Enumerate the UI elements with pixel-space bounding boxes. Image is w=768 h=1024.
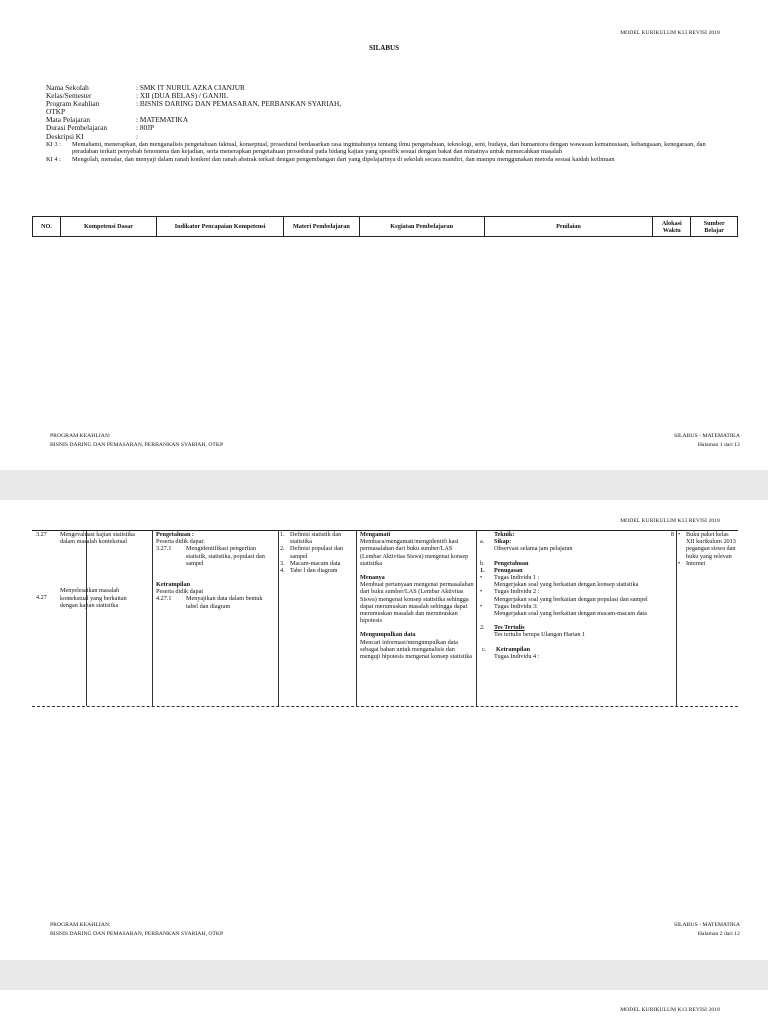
header-kegiatan: Kegiatan Pembelajaran	[359, 217, 484, 237]
col-kegiatan: Mengamati Membaca/mengamati/mengidentifi kasi permasalahan dari buku sumber/LAS (Lembar Aktivitas Siswa) mengenai konsep statistika Menanya Membuat pertanyaan mengenai permasalahan dari buku sumber/LAS (Lembar Aktivitas Siswa) mengenai konsep statistika sehingga dapat merumuskan masalah sehingga dapat merumuskan masalah dan merumuskan hipotesis Mengumpulkan data Mencari informasi/mengumpulkan data sebagai bahan untuk menganalisis dan menguji hipotesis mengenai konsep statistika	[360, 531, 474, 661]
syllabus-table-header	[32, 216, 738, 237]
col-kompetensi-dasar: Mengevaluasi kajian statistika dalam masalah kontekstual Menyelesaikan masalah kontekstual yang berkaitan dengan kajian statistika	[60, 531, 135, 609]
info-row: Program Keahlian : BISNIS DARING DAN PEMASARAN, PERBANKAN SYARIAH,	[46, 99, 342, 109]
info-row: Deskripsi KI :	[46, 131, 139, 141]
page-title: SILABUS	[369, 44, 399, 52]
curriculum-model-label: MODEL KURIKULUM K13 REVISI 2018	[620, 1007, 720, 1013]
info-row: OTKP	[46, 107, 66, 117]
page-gap	[0, 960, 768, 990]
col-penilaian: Teknik: a. Sikap: Observasi selama jam pelajaran b. Pengetahuan 1. Penugasan • Tugas Individu 1 : Mengerjakan soal yang berkaitan dengan konsep statistika • Tugas Individu 2 : Mengerjakan soal yang berkaitan dengan populasi dan sampel • Tugas Individu 3: Mengerjakan soal yang berkaitan dengan macam-macam data 2. Tes Tertulis Tes tertulis berupa Ulangan Harian 1 c. Ketrampilan Tugas Individu 4 :	[480, 531, 660, 706]
document-page-1	[0, 0, 768, 470]
page-footer-2: PROGRAM KEAHLIAN: BISNIS DARING DAN PEMASARAN, PERBANKAN SYARIAH, OTKP SILABUS - MATEMATIKA Halaman 2 dari 12	[50, 922, 740, 937]
list-item: 3. Macam-macam data	[280, 559, 341, 567]
page-footer-1: PROGRAM KEAHLIAN: BISNIS DARING DAN PEMASARAN, PERBANKAN SYARIAH, OTKP SILABUS - MATEMATIKA Halaman 1 dari 12	[50, 433, 740, 448]
list-item: 2. Definisi populasi dan sampel	[280, 545, 343, 560]
syllabus-table-row	[32, 530, 738, 707]
info-row: Durasi Pembelajaran : 80JP	[46, 123, 155, 133]
curriculum-model-label: MODEL KURIKULUM K13 REVISI 2018	[620, 518, 720, 524]
header-penilaian: Penilaian	[484, 217, 652, 237]
header-no: NO.	[33, 217, 61, 237]
list-item: • Tugas Individu 2 :	[480, 588, 540, 596]
info-row: Mata Pelajaran : MATEMATIKA	[46, 115, 189, 125]
list-item: 1. Definisi statistik dan statistika	[280, 531, 342, 546]
list-item: • Internet	[678, 559, 706, 567]
ki4-description: KI 4 : Mengolah, menalar, dan menyaji dalam ranah konkret dan ranah abstrak terkait dengan pengembangan dari yang dipelajarinya di sekolah secara mandiri, dan mampu menggunakan metoda sesuai kaidah keilmuan	[46, 155, 615, 163]
header-kompetensi-dasar: Kompetensi Dasar	[60, 217, 156, 237]
ki3-description: KI 3 : Memahami, menerapkan, dan menganalisis pengetahuan faktual, konseptual, prosedural berdasarkan rasa ingintahunya tentang ilmu pengetahuan, teknologi, seni, budaya, dan humaniora dengan wawasan kemanusiaan, kebangsaan, kenegaraan, dan peradaban terkait penyebab fenomena dan kejadian, serta menerapkan pengetahuan prosedural pada bidang kajian yang spesifik sesuai dengan bakat dan minatnya untuk memecahkan masalah	[46, 140, 706, 156]
col-sumber	[678, 531, 736, 706]
header-indikator: Indikator Pencapaian Kompetensi	[157, 217, 284, 237]
curriculum-model-label: MODEL KURIKULUM K13 REVISI 2018	[620, 30, 720, 36]
document-page-3	[0, 990, 768, 1024]
header-alokasi: Alokasi Waktu	[653, 217, 691, 237]
header-materi: Materi Pembelajaran	[284, 217, 359, 237]
header-sumber: Sumber Belajar	[691, 217, 738, 237]
col-indikator: Pengetahuan : Peserta didik dapat: 3.27.1 Mengidentifikasi pengertian statistik, statistika, populasi dan sampel Ketrampilan Peserta didik dapat 4.27.1 Menyajikan data dalam bentuk tabel dan diagram	[156, 531, 265, 610]
info-row: Kelas/Semester : XII (DUA BELAS) / GANJIL	[46, 91, 229, 101]
info-row: Nama Sekolah : SMK IT NURUL AZKA CIANJUR	[46, 83, 245, 92]
col-materi	[280, 531, 354, 706]
col-alokasi: 8	[670, 531, 674, 538]
page-gap	[0, 470, 768, 500]
school-info	[46, 84, 726, 163]
list-item: • Tugas Individu 3:	[480, 602, 538, 610]
list-item: 4. Tabe l dan diagram	[280, 567, 338, 575]
list-item: • Buku paket kelas XII kurikulum 2013 pegangan siswa dan buku yang relevan	[678, 531, 736, 560]
list-item: • Tugas Individu 1 :	[480, 574, 540, 582]
col-no: 3.27 4.27	[36, 531, 47, 602]
document-page-2	[0, 500, 768, 960]
